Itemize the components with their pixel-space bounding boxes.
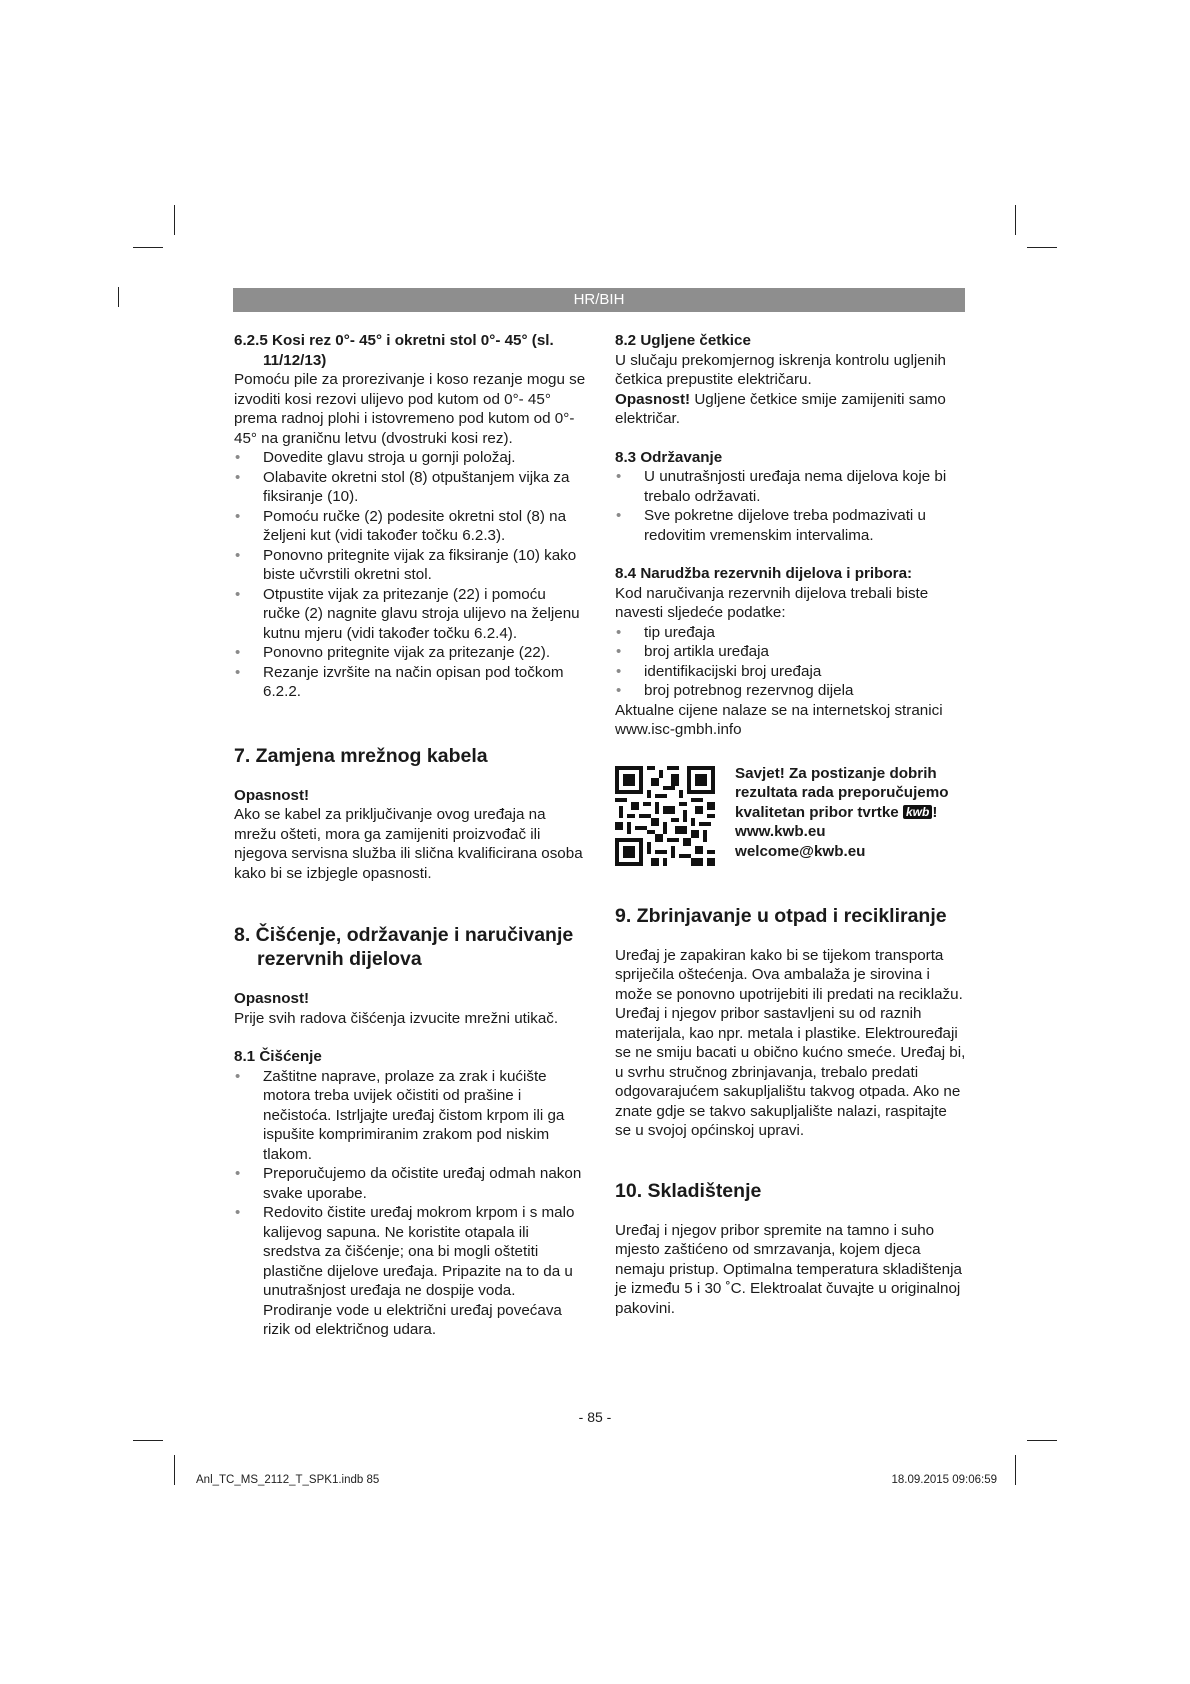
section-83-title: 8.3 Održavanje bbox=[615, 448, 723, 466]
list-item: • Ponovno pritegnite vijak za pritezanje (22). bbox=[234, 643, 586, 663]
qr-code-icon bbox=[615, 766, 715, 866]
section-82-danger-text: Ugljene četkice smije zamijeniti samo električar. bbox=[615, 390, 946, 427]
section-84-intro: Kod naručivanja rezervnih dijelova trebali biste navesti sljedeće podatke: bbox=[615, 584, 929, 621]
section-9-heading: 9. Zbrinjavanje u otpad i recikliranje bbox=[615, 904, 947, 927]
list-item: • broj artikla uređaja bbox=[615, 642, 967, 662]
crop-mark bbox=[174, 205, 175, 235]
crop-mark bbox=[1027, 1440, 1057, 1441]
section-625-title: 6.2.5 Kosi rez 0°- 45° i okretni stol 0°- 45° (sl. 11/12/13) bbox=[234, 332, 554, 369]
section-81-title: 8.1 Čišćenje bbox=[234, 1048, 322, 1065]
crop-mark bbox=[1015, 205, 1016, 235]
left-column bbox=[234, 331, 586, 1340]
tip-exclamation: ! bbox=[932, 803, 938, 821]
section-8-heading: 8. Čišćenje, održavanje i naručivanje rezervnih dijelova bbox=[234, 924, 574, 970]
list-item: • Preporučujemo da očistite uređaj odmah nakon svake uporabe. bbox=[234, 1164, 586, 1203]
section-9-text: Uređaj je zapakiran kako bi se tijekom transporta spriječila oštećenja. Ova ambalaža je sirovina i može se ponovno upotrijebiti ili predati na reciklažu. Uređaj i njegov pribor sastavljeni su od raznih materijala, kao npr. metala i plastike. Elektrouređaji se ne smiju bacati u obično kućno smeće. Uređaj bi, u svrhu stručnog zbrinjavanja, trebalo predati odgovarajućem sakupljalištu takvog otpada. Ako ne znate gdje se takvo sakupljalište nalazi, raspitajte se u svojoj općinskoj upravi. bbox=[615, 946, 966, 1139]
list-item: • Dovedite glavu stroja u gornji položaj. bbox=[234, 448, 586, 468]
footer-filename: Anl_TC_MS_2112_T_SPK1.indb 85 bbox=[196, 1474, 380, 1486]
kwb-website-link[interactable]: www.kwb.eu bbox=[735, 823, 826, 840]
crop-mark bbox=[133, 247, 163, 248]
section-84-title: 8.4 Narudžba rezervnih dijelova i pribora: bbox=[615, 565, 913, 582]
kwb-logo: kwb bbox=[903, 805, 932, 819]
section-7-heading: 7. Zamjena mrežnog kabela bbox=[234, 744, 488, 767]
section-82-text: U slučaju prekomjernog iskrenja kontrolu ugljenih četkica prepustite električaru. bbox=[615, 351, 946, 388]
section-10-heading: 10. Skladištenje bbox=[615, 1179, 762, 1202]
crop-mark bbox=[1015, 1455, 1016, 1485]
list-item: • Zaštitne naprave, prolaze za zrak i kućište motora treba uvijek očistiti od prašine i nečistoća. Istrljajte uređaj čistom krpom ili ga ispušite komprimiranim zrakom pod niskim tlakom. bbox=[234, 1067, 586, 1165]
list-item: • Otpustite vijak za pritezanje (22) i pomoću ručke (2) nagnite glavu stroja ulijevo na željenu kutnu mjeru (vidi također točku 6.2.4). bbox=[234, 585, 586, 644]
list-item: • broj potrebnog rezervnog dijela bbox=[615, 681, 967, 701]
kwb-email-link[interactable]: welcome@kwb.eu bbox=[735, 842, 866, 860]
section-82-title: 8.2 Ugljene četkice bbox=[615, 332, 751, 349]
list-item: • identifikacijski broj uređaja bbox=[615, 662, 967, 682]
section-84-list bbox=[615, 623, 967, 701]
kwb-tip-box bbox=[615, 764, 967, 866]
crop-mark bbox=[118, 287, 119, 307]
list-item: • tip uređaja bbox=[615, 623, 967, 643]
list-item: • Redovito čistite uređaj mokrom krpom i s malo kalijevog sapuna. Ne koristite otapala ili sredstva za čišćenje; ona bi mogli oštetiti plastične dijelove uređaja. Pripazite na to da u unutrašnjost uređaja ne dospije voda. Prodiranje vode u električni uređaj povećava rizik od električnog udara. bbox=[234, 1203, 586, 1340]
section-7-text: Ako se kabel za priključivanje ovog uređaja na mrežu ošteti, mora ga zamijeniti proizvođač ili njegova servisna služba ili slična kvalificirana osoba kako bi se izbjegle opasnosti. bbox=[234, 806, 583, 882]
section-84-outro: Aktualne cijene nalaze se na internetskoj stranici www.isc-gmbh.info bbox=[615, 701, 943, 738]
section-82-warning bbox=[615, 390, 967, 429]
section-625-list bbox=[234, 448, 586, 702]
crop-mark bbox=[133, 1440, 163, 1441]
list-item: • Olabavite okretni stol (8) otpuštanjem vijka za fiksiranje (10). bbox=[234, 468, 586, 507]
section-83-list bbox=[615, 467, 967, 545]
crop-mark bbox=[174, 1455, 175, 1485]
list-item: • Rezanje izvršite na način opisan pod točkom 6.2.2. bbox=[234, 663, 586, 702]
tip-text-line: Savjet! Za postizanje dobrih rezultata rada preporučujemo kvalitetan pribor tvrtke bbox=[735, 764, 949, 821]
section-82-danger: Opasnost! bbox=[615, 390, 691, 408]
list-item: • U unutrašnjosti uređaja nema dijelova koje bi trebalo održavati. bbox=[615, 467, 967, 506]
section-7-danger: Opasnost! bbox=[234, 786, 310, 804]
page-number: - 85 - bbox=[578, 1409, 612, 1425]
section-8-danger: Opasnost! bbox=[234, 990, 310, 1007]
language-header: HR/BIH bbox=[233, 288, 965, 312]
footer-timestamp: 18.09.2015 09:06:59 bbox=[891, 1474, 997, 1486]
list-item: • Pomoću ručke (2) podesite okretni stol (8) na željeni kut (vidi također točku 6.2.3). bbox=[234, 507, 586, 546]
list-item: • Sve pokretne dijelove treba podmazivati u redovitim vremenskim intervalima. bbox=[615, 506, 967, 545]
section-625-intro: Pomoću pile za prorezivanje i koso rezanje mogu se izvoditi kosi rezovi ulijevo pod kutom od 0°- 45° prema radnoj plohi i istovremeno pod kutom od 0°- 45° na graničnu letvu (dvostruki kosi rez). bbox=[234, 371, 586, 447]
section-8-text: Prije svih radova čišćenja izvucite mrežni utikač. bbox=[234, 1009, 559, 1027]
right-column bbox=[615, 331, 967, 1318]
kwb-tip-text bbox=[735, 764, 967, 866]
section-81-list bbox=[234, 1067, 586, 1340]
section-10-text: Uređaj i njegov pribor spremite na tamno i suho mjesto zaštićeno od smrzavanja, kojem djeca nemaju pristup. Optimalna temperatura skladištenja je između 5 i 30 ˚C. Elektroalat čuvajte u originalnoj pakovini. bbox=[615, 1221, 962, 1317]
list-item: • Ponovno pritegnite vijak za fiksiranje (10) kako biste učvrstili okretni stol. bbox=[234, 546, 586, 585]
crop-mark bbox=[1027, 247, 1057, 248]
